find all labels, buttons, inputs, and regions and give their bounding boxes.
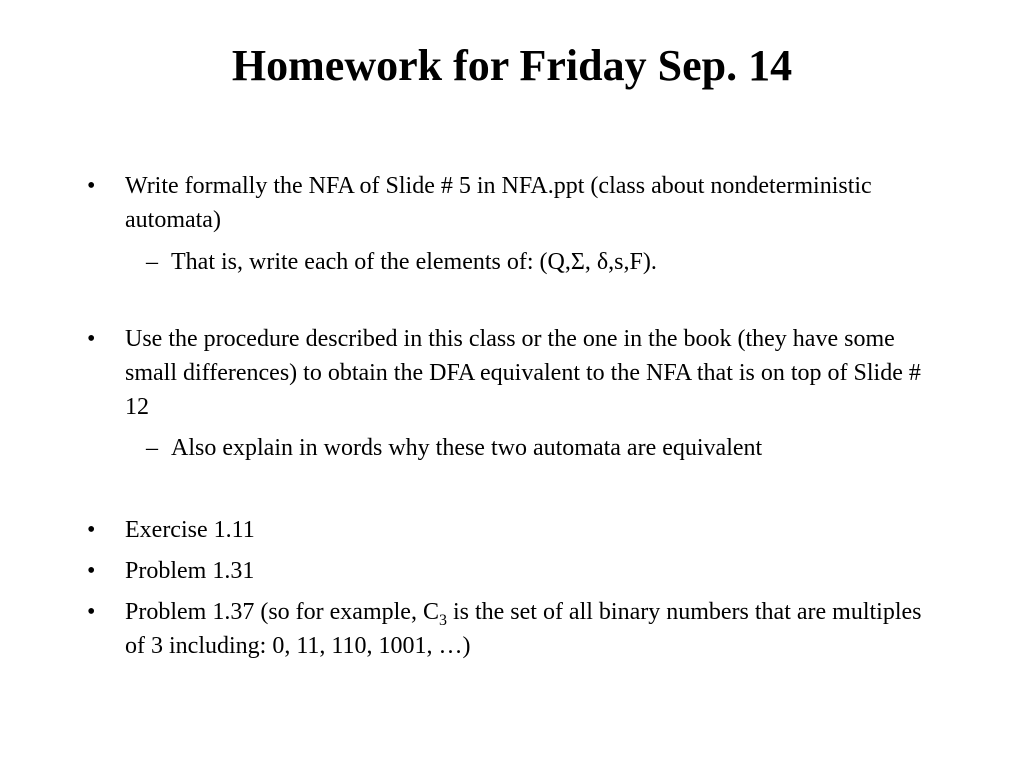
dash-marker: – xyxy=(146,435,158,461)
bullet-marker: • xyxy=(87,173,96,199)
bullet-item-problem-137 xyxy=(125,595,945,663)
slide-title: Homework for Friday Sep. 14 xyxy=(231,41,793,90)
bullet-item-exercise: Exercise 1.11 xyxy=(125,517,255,543)
bullet-marker: • xyxy=(87,326,96,352)
sub-item-elements: That is, write each of the elements of: (Q,Σ, δ,s,F). xyxy=(171,249,657,275)
problem-137-text-before: Problem 1.37 (so for example, C xyxy=(125,599,439,625)
bullet-item-nfa-formal: Write formally the NFA of Slide # 5 in NFA.ppt (class about nondeterministic automata) xyxy=(125,173,872,233)
bullet-marker: • xyxy=(87,517,96,543)
subscript-3: 3 xyxy=(438,612,447,629)
bullet-item-problem-131: Problem 1.31 xyxy=(125,558,255,584)
sub-item-explain-equivalence: Also explain in words why these two automata are equivalent xyxy=(171,435,763,461)
bullet-marker: • xyxy=(87,558,96,584)
bullet-marker: • xyxy=(87,599,96,625)
problem-137-text-after: is the set of all binary numbers that are multiples of 3 including: 0, 11, 110, 1001, …) xyxy=(125,599,922,659)
dash-marker: – xyxy=(146,249,158,275)
bullet-item-dfa-procedure: Use the procedure described in this class or the one in the book (they have some small differences) to obtain the DFA equivalent to the NFA that is on top of Slide # 12 xyxy=(125,326,921,420)
